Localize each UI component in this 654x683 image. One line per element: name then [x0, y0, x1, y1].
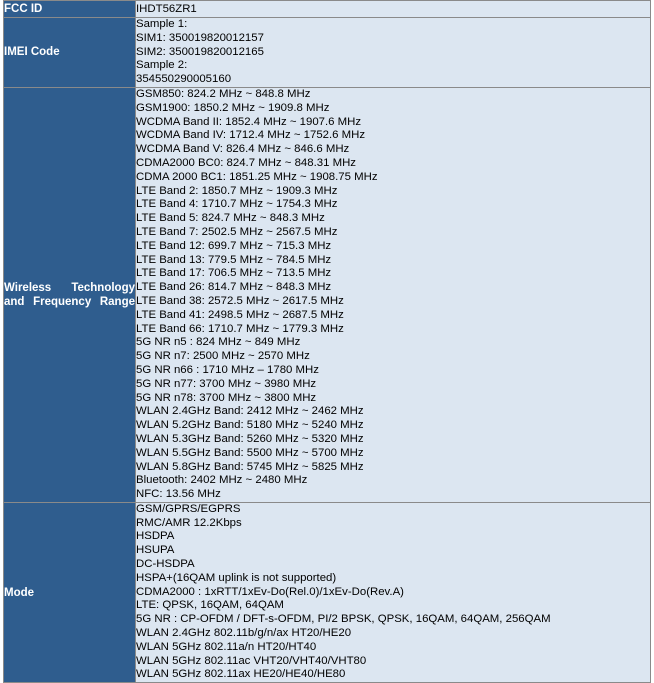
- fcc-id-value: [136, 1, 651, 18]
- mode-line: HSPA+(16QAM uplink is not supported): [136, 571, 337, 584]
- fcc-row: [4, 1, 651, 18]
- frequency-line: LTE Band 12: 699.7 MHz ~ 715.3 MHz: [136, 239, 332, 252]
- frequency-line: 5G NR n78: 3700 MHz ~ 3800 MHz: [136, 391, 317, 404]
- spec-table: [3, 0, 651, 683]
- mode-line: DC-HSDPA: [136, 558, 195, 571]
- frequency-line: Bluetooth: 2402 MHz ~ 2480 MHz: [136, 474, 308, 487]
- imei-line: Sample 1:: [136, 18, 188, 30]
- mode-line: WLAN 5GHz 802.11a/n HT20/HT40: [136, 640, 317, 653]
- frequency-line: LTE Band 26: 814.7 MHz ~ 848.3 MHz: [136, 281, 332, 294]
- frequency-line: LTE Band 2: 1850.7 MHz ~ 1909.3 MHz: [136, 184, 338, 197]
- wireless-label-line1: Wireless Technology: [4, 281, 135, 294]
- imei-line: SIM2: 350019820012165: [136, 45, 264, 58]
- frequency-line: GSM850: 824.2 MHz ~ 848.8 MHz: [136, 87, 311, 100]
- frequency-line: WCDMA Band V: 826.4 MHz ~ 846.6 MHz: [136, 143, 350, 156]
- mode-value: [136, 502, 651, 682]
- frequency-line: LTE Band 5: 824.7 MHz ~ 848.3 MHz: [136, 212, 325, 225]
- imei-row: [4, 18, 651, 88]
- frequency-line: NFC: 13.56 MHz: [136, 488, 221, 501]
- fcc-id-text: IHDT56ZR1: [136, 3, 197, 15]
- mode-line: RMC/AMR 12.2Kbps: [136, 516, 242, 529]
- frequency-line: CDMA 2000 BC1: 1851.25 MHz ~ 1908.75 MHz: [136, 170, 378, 183]
- frequency-line: LTE Band 66: 1710.7 MHz ~ 1779.3 MHz: [136, 322, 344, 335]
- frequency-line: CDMA2000 BC0: 824.7 MHz ~ 848.31 MHz: [136, 156, 357, 169]
- frequency-line: WLAN 5.2GHz Band: 5180 MHz ~ 5240 MHz: [136, 419, 364, 432]
- mode-label: Mode: [4, 502, 136, 682]
- frequency-line: LTE Band 13: 779.5 MHz ~ 784.5 MHz: [136, 253, 332, 266]
- mode-line: HSDPA: [136, 530, 175, 543]
- frequency-line: LTE Band 7: 2502.5 MHz ~ 2567.5 MHz: [136, 225, 338, 238]
- mode-line: WLAN 5GHz 802.11ac VHT20/VHT40/VHT80: [136, 654, 367, 667]
- frequency-line: WLAN 2.4GHz Band: 2412 MHz ~ 2462 MHz: [136, 405, 364, 418]
- frequency-line: WCDMA Band IV: 1712.4 MHz ~ 1752.6 MHz: [136, 129, 366, 142]
- wireless-label: [4, 87, 136, 502]
- frequency-line: LTE Band 4: 1710.7 MHz ~ 1754.3 MHz: [136, 198, 338, 211]
- mode-row: [4, 502, 651, 682]
- imei-line: 354550290005160: [136, 73, 232, 86]
- frequency-line: LTE Band 41: 2498.5 MHz ~ 2687.5 MHz: [136, 308, 344, 321]
- wireless-value: [136, 87, 651, 502]
- frequency-line: WCDMA Band II: 1852.4 MHz ~ 1907.6 MHz: [136, 115, 362, 128]
- frequency-line: WLAN 5.3GHz Band: 5260 MHz ~ 5320 MHz: [136, 432, 364, 445]
- mode-line: GSM/GPRS/EGPRS: [136, 502, 241, 515]
- frequency-line: 5G NR n7: 2500 MHz ~ 2570 MHz: [136, 350, 310, 363]
- frequency-line: 5G NR n77: 3700 MHz ~ 3980 MHz: [136, 377, 317, 390]
- mode-line: WLAN 2.4GHz 802.11b/g/n/ax HT20/HE20: [136, 627, 352, 640]
- mode-line: WLAN 5GHz 802.11ax HE20/HE40/HE80: [136, 668, 346, 681]
- frequency-line: LTE Band 17: 706.5 MHz ~ 713.5 MHz: [136, 267, 332, 280]
- imei-value: [136, 18, 651, 88]
- mode-line: HSUPA: [136, 544, 175, 557]
- frequency-line: WLAN 5.5GHz Band: 5500 MHz ~ 5700 MHz: [136, 446, 364, 459]
- imei-line: Sample 2:: [136, 59, 188, 72]
- wireless-row: [4, 87, 651, 502]
- frequency-line: WLAN 5.8GHz Band: 5745 MHz ~ 5825 MHz: [136, 460, 364, 473]
- frequency-line: LTE Band 38: 2572.5 MHz ~ 2617.5 MHz: [136, 294, 344, 307]
- imei-line: SIM1: 350019820012157: [136, 31, 264, 44]
- frequency-line: GSM1900: 1850.2 MHz ~ 1909.8 MHz: [136, 101, 330, 114]
- mode-line: CDMA2000 : 1xRTT/1xEv-Do(Rel.0)/1xEv-Do(Rev.A): [136, 585, 404, 598]
- frequency-line: 5G NR n5 : 824 MHz ~ 849 MHz: [136, 336, 301, 349]
- fcc-id-label: FCC ID: [4, 1, 136, 18]
- mode-line: 5G NR : CP-OFDM / DFT-s-OFDM, PI/2 BPSK, QPSK, 16QAM, 64QAM, 256QAM: [136, 613, 551, 626]
- frequency-line: 5G NR n66 : 1710 MHz – 1780 MHz: [136, 363, 319, 376]
- wireless-label-line2: and Frequency Range: [4, 295, 135, 308]
- mode-line: LTE: QPSK, 16QAM, 64QAM: [136, 599, 284, 612]
- imei-label: IMEI Code: [4, 18, 136, 88]
